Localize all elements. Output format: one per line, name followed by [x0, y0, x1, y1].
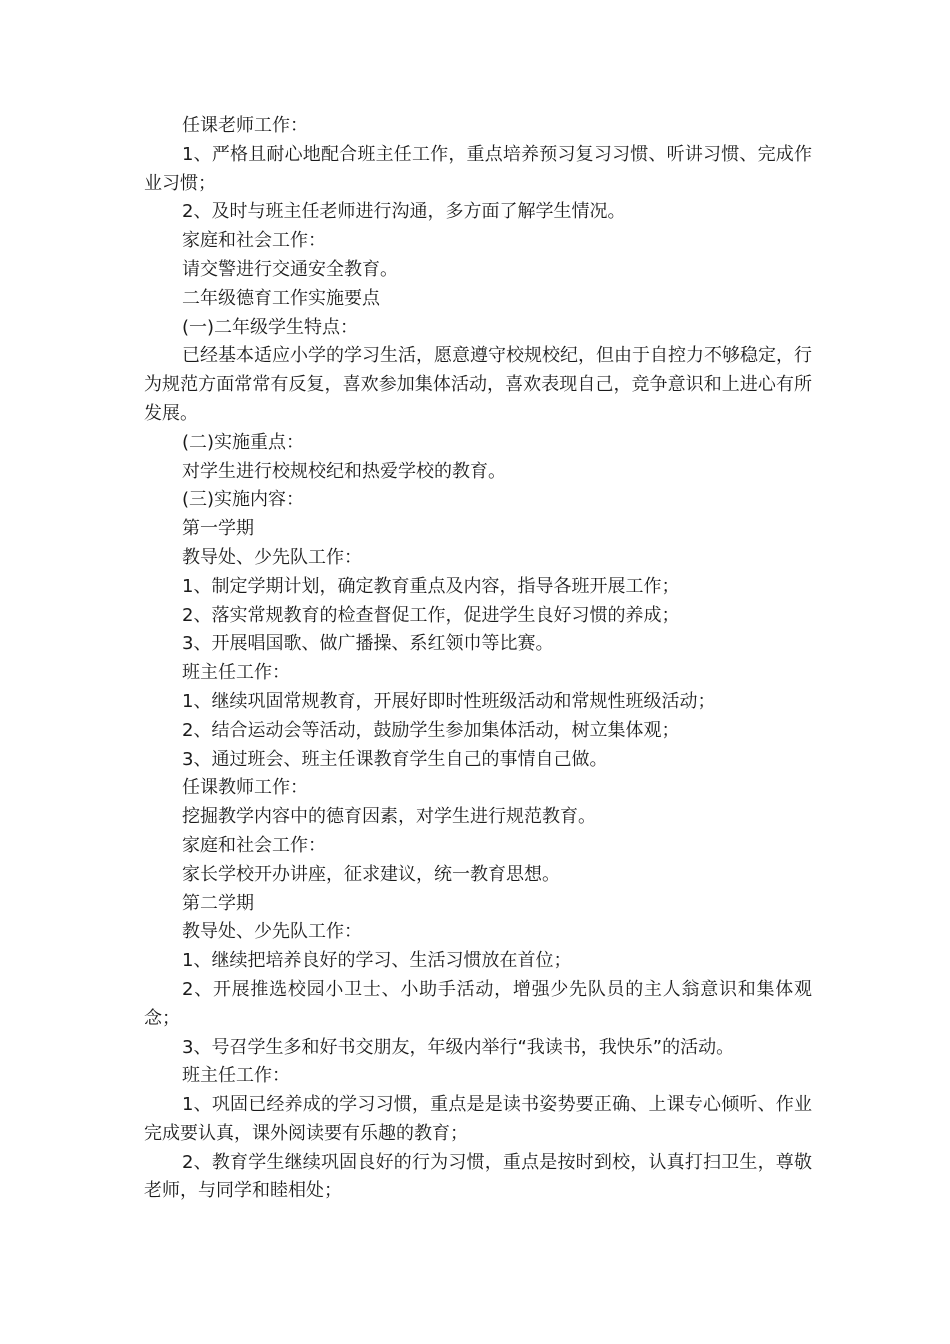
paragraph: 任课老师工作：	[182, 115, 308, 136]
paragraph: 2、开展推选校园小卫士、小助手活动，增强少先队员的主人翁意识和集体观念；	[144, 978, 812, 1029]
paragraph: 第二学期	[182, 892, 254, 914]
paragraph: 3、开展唱国歌、做广播操、系红领巾等比赛。	[182, 633, 554, 655]
paragraph: 教导处、少先队工作：	[182, 921, 362, 943]
paragraph: 请交警进行交通安全教育。	[182, 258, 398, 280]
paragraph: 3、通过班会、班主任课教育学生自己的事情自己做。	[182, 748, 608, 770]
paragraph: (三)实施内容：	[182, 489, 305, 511]
document-body	[144, 112, 812, 1206]
paragraph: 2、结合运动会等活动，鼓励学生参加集体活动，树立集体观；	[182, 719, 680, 741]
paragraph: 3、号召学生多和好书交朋友，年级内举行“我读书，我快乐”的活动。	[182, 1036, 735, 1058]
section-heading: 二年级德育工作实施要点	[182, 287, 380, 309]
paragraph: 教导处、少先队工作：	[182, 546, 362, 568]
paragraph: 班主任工作：	[182, 662, 290, 684]
paragraph: 家长学校开办讲座，征求建议，统一教育思想。	[182, 863, 560, 885]
paragraph: 1、严格且耐心地配合班主任工作，重点培养预习复习习惯、听讲习惯、完成作业习惯；	[144, 143, 812, 194]
paragraph: 1、继续巩固常规教育，开展好即时性班级活动和常规性班级活动；	[182, 690, 716, 712]
paragraph: 任课教师工作：	[182, 777, 308, 799]
paragraph: 1、巩固已经养成的学习习惯，重点是是读书姿势要正确、上课专心倾听、作业完成要认真，课外阅读要有乐趣的教育；	[144, 1094, 812, 1144]
paragraph: 班主任工作：	[182, 1065, 290, 1087]
paragraph: 已经基本适应小学的学习生活，愿意遵守校规校纪，但由于自控力不够稳定，行为规范方面常常有反复，喜欢参加集体活动，喜欢表现自己，竞争意识和上进心有所发展。	[144, 345, 812, 424]
paragraph: 2、及时与班主任老师进行沟通，多方面了解学生情况。	[182, 201, 626, 223]
paragraph: 2、教育学生继续巩固良好的行为习惯，重点是按时到校，认真打扫卫生，尊敬老师，与同学和睦相处；	[144, 1151, 812, 1202]
paragraph: (一)二年级学生特点：	[182, 316, 359, 338]
paragraph: 家庭和社会工作：	[182, 834, 326, 856]
paragraph: 2、落实常规教育的检查督促工作，促进学生良好习惯的养成；	[182, 604, 680, 626]
paragraph: 1、制定学期计划，确定教育重点及内容，指导各班开展工作；	[182, 575, 680, 597]
paragraph: 家庭和社会工作：	[182, 230, 326, 252]
paragraph: 1、继续把培养良好的学习、生活习惯放在首位；	[182, 950, 572, 972]
paragraph: 挖掘教学内容中的德育因素，对学生进行规范教育。	[182, 806, 596, 828]
paragraph: 第一学期	[182, 518, 254, 540]
paragraph: 对学生进行校规校纪和热爱学校的教育。	[182, 460, 506, 482]
paragraph: (二)实施重点：	[182, 431, 305, 453]
